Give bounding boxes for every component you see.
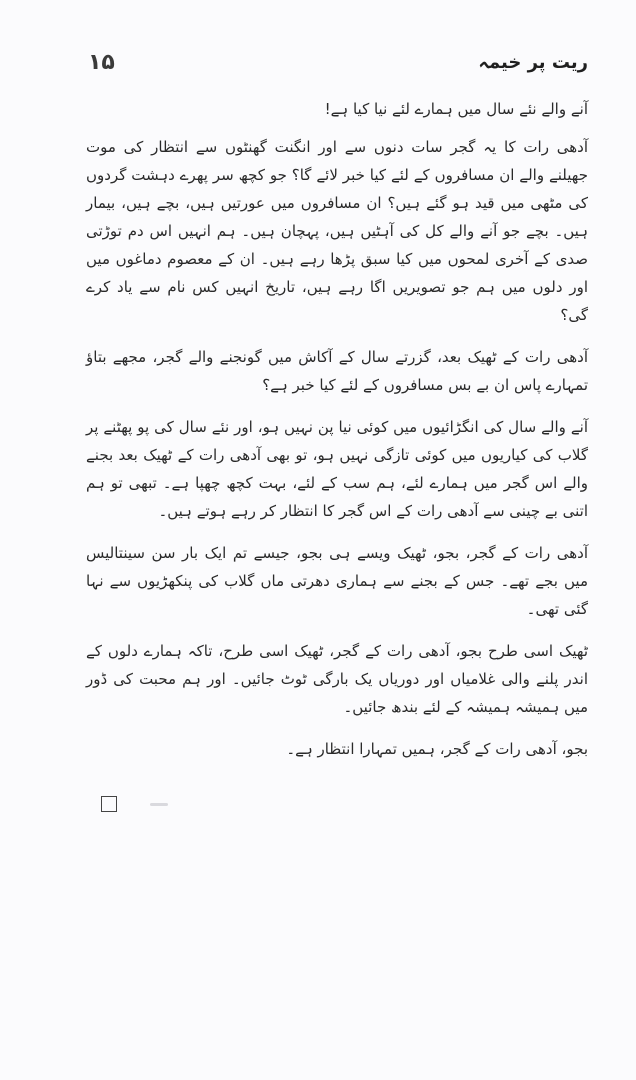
section-end-box (101, 796, 117, 812)
page-header (88, 44, 588, 80)
paragraph-4: آنے والے سال کی انگڑائیوں میں کوئی نیا پن نہیں ہو، اور نئے سال کی پو پھٹنے پر گلاب کی کیاریوں میں کوئی تازگی نہیں ہو، تو بھی آدھی رات کے ٹھیک بعد بجنے والے اس گجر میں ہمارے لئے، ہم سب کے لئے، بہت کچھ چھپا ہے۔ تبھی تو ہم اتنی بے چینی سے آدھی رات کے اس گجر کا انتظار کر رہے ہوتے ہیں۔ (86, 418, 588, 520)
paragraph-5: آدھی رات کے گجر، بجو، ٹھیک ویسے ہی بجو، جیسے تم ایک بار سن سینتالیس میں بجے تھے۔ جس کے بجنے سے ہماری دھرتی ماں گلاب کی پنکھڑیوں سے نہا گئی تھی۔ (86, 544, 588, 618)
page-body (86, 95, 588, 777)
faint-print-mark (150, 803, 168, 806)
book-title: ریت پر خیمہ (478, 51, 588, 73)
paragraph-6: ٹھیک اسی طرح بجو، آدھی رات کے گجر، ٹھیک اسی طرح، تاکہ ہمارے دلوں کے اندر پلنے والی غلامیاں اور دوریاں یک بارگی ٹوٹ جائیں۔ اور ہم محبت کی ڈور میں ہمیشہ ہمیشہ کے لئے بندھ جائیں۔ (86, 642, 588, 716)
paragraph-2: آدھی رات کا یہ گجر سات دنوں سے اور انگنت گھنٹوں سے انتظار کی موت جھیلنے والے ان مسافروں کے لئے کیا خبر لائے گا؟ جو کچھ سر پھرے دہشت گردوں کی مٹھی میں قید ہو گئے ہیں؟ ان مسافروں میں عورتیں ہیں، بچے ہیں، بیمار ہیں۔ بچے جو آنے والے کل کی آہٹیں ہیں، پہچان ہیں۔ ہم انہیں اس دم توڑتی صدی کے آخری لمحوں میں کیا سبق پڑھا رہے ہیں۔ ان کے معصوم دماغوں میں اور دلوں میں ہم جو تصویریں اگا رہے ہیں، تاریخ انہیں کس نام سے یاد کرے گی؟ (86, 138, 588, 324)
paragraph-3: آدھی رات کے ٹھیک بعد، گزرتے سال کے آکاش میں گونجنے والے گجر، مجھے بتاؤ تمہارے پاس ان بے بس مسافروں کے لئے کیا خبر ہے؟ (86, 348, 588, 394)
paragraph-1: آنے والے نئے سال میں ہمارے لئے نیا کیا ہے! (324, 100, 588, 118)
paragraph-7: بجو، آدھی رات کے گجر، ہمیں تمہارا انتظار ہے۔ (286, 740, 588, 758)
page-number: ۱۵ (88, 49, 115, 75)
